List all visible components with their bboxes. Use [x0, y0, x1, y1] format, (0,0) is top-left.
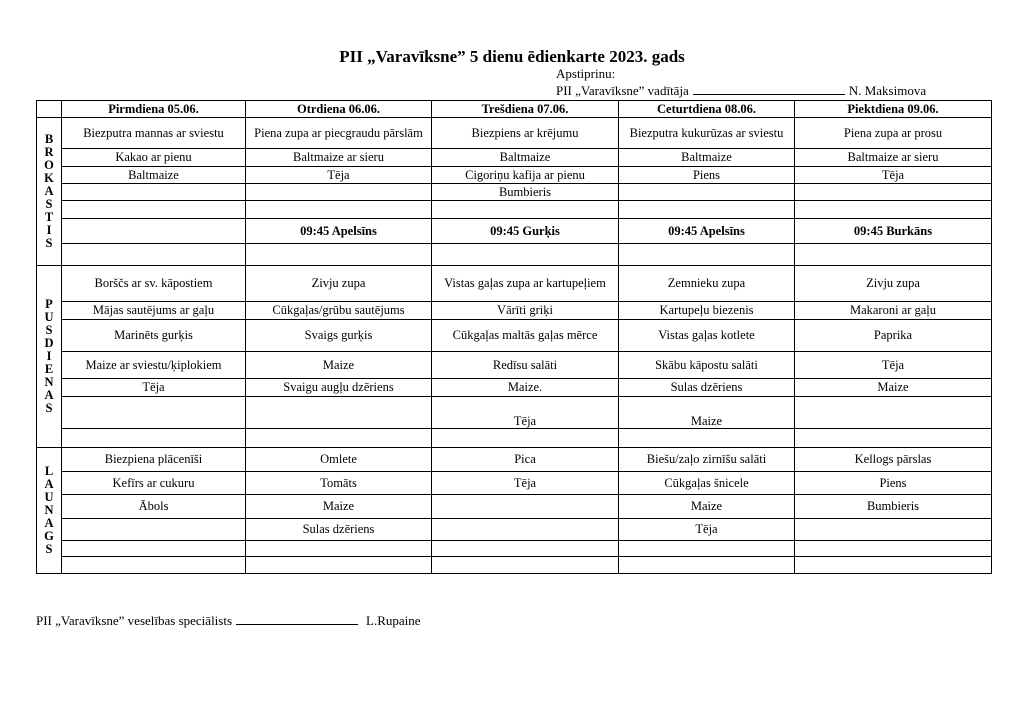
menu-cell: [619, 429, 795, 448]
menu-cell: Mājas sautējums ar gaļu: [62, 302, 246, 320]
section-label-launags: L A U N A G S: [37, 448, 62, 574]
menu-cell: Biezputra kukurūzas ar sviestu: [619, 118, 795, 149]
snack-cell: 09:45 Burkāns: [795, 219, 992, 244]
menu-cell: Kartupeļu biezenis: [619, 302, 795, 320]
menu-cell: [62, 184, 246, 201]
menu-cell: [619, 201, 795, 219]
menu-cell: [62, 397, 246, 429]
menu-cell: [795, 557, 992, 574]
menu-cell: Maize: [795, 379, 992, 397]
menu-cell: Skābu kāpostu salāti: [619, 352, 795, 379]
menu-cell: Kakao ar pienu: [62, 149, 246, 167]
day-header: Piektdiena 09.06.: [795, 101, 992, 118]
menu-cell: Piens: [619, 167, 795, 184]
menu-cell: Svaigu augļu dzēriens: [246, 379, 432, 397]
menu-cell: Piens: [795, 472, 992, 495]
table-row: [37, 429, 992, 448]
table-row: [37, 244, 992, 266]
menu-cell: Vārīti griķi: [432, 302, 619, 320]
menu-cell: Maize: [246, 495, 432, 519]
menu-cell: [432, 201, 619, 219]
snack-cell: 09:45 Apelsīns: [246, 219, 432, 244]
menu-cell: [795, 397, 992, 429]
menu-cell: [619, 184, 795, 201]
menu-cell: [62, 541, 246, 557]
menu-cell: Vistas gaļas zupa ar kartupeļiem: [432, 266, 619, 302]
menu-cell: [795, 184, 992, 201]
table-row: [37, 201, 992, 219]
menu-cell: Cūkgaļas maltās gaļas mērce: [432, 320, 619, 352]
table-row: [37, 379, 992, 397]
table-row: [37, 519, 992, 541]
menu-cell: [432, 541, 619, 557]
menu-cell: [795, 541, 992, 557]
menu-cell: Baltmaize: [432, 149, 619, 167]
menu-cell: [246, 184, 432, 201]
menu-cell: [246, 557, 432, 574]
menu-cell: Zemnieku zupa: [619, 266, 795, 302]
menu-cell: Tomāts: [246, 472, 432, 495]
menu-cell: Paprika: [795, 320, 992, 352]
menu-cell: Baltmaize: [62, 167, 246, 184]
menu-table: [36, 100, 992, 574]
menu-cell: Cūkgaļas šnicele: [619, 472, 795, 495]
menu-cell: Vistas gaļas kotlete: [619, 320, 795, 352]
menu-cell: [432, 519, 619, 541]
menu-cell: [62, 557, 246, 574]
table-row: [37, 219, 992, 244]
footer-signature: [36, 613, 421, 629]
menu-cell: Bumbieris: [795, 495, 992, 519]
menu-cell: Borščs ar sv. kāpostiem: [62, 266, 246, 302]
menu-cell: [62, 201, 246, 219]
signature-blank: [693, 84, 845, 95]
snack-cell: 09:45 Apelsīns: [619, 219, 795, 244]
footer-name: L.Rupaine: [366, 613, 421, 628]
menu-cell: [619, 244, 795, 266]
menu-cell: Maize ar sviestu/ķiplokiem: [62, 352, 246, 379]
menu-cell: Cigoriņu kafija ar pienu: [432, 167, 619, 184]
table-row: [37, 397, 992, 429]
corner-cell: [37, 101, 62, 118]
menu-cell: Tēja: [795, 352, 992, 379]
menu-cell: Kefīrs ar cukuru: [62, 472, 246, 495]
menu-cell: [62, 429, 246, 448]
table-row: [37, 495, 992, 519]
menu-cell: Biezputra mannas ar sviestu: [62, 118, 246, 149]
menu-cell: Sulas dzēriens: [246, 519, 432, 541]
menu-cell: Redīsu salāti: [432, 352, 619, 379]
menu-cell: [246, 429, 432, 448]
menu-cell: Makaroni ar gaļu: [795, 302, 992, 320]
snack-cell: 09:45 Gurķis: [432, 219, 619, 244]
menu-cell: Pica: [432, 448, 619, 472]
menu-cell: Omlete: [246, 448, 432, 472]
menu-cell: [62, 244, 246, 266]
table-row: [37, 149, 992, 167]
table-row: [37, 302, 992, 320]
menu-cell: [246, 201, 432, 219]
table-row: [37, 541, 992, 557]
menu-cell: Svaigs gurķis: [246, 320, 432, 352]
approval-name: N. Maksimova: [848, 83, 927, 98]
approval-role: PII „Varavīksne” vadītāja: [556, 83, 689, 98]
menu-cell: [432, 557, 619, 574]
menu-cell: Maize: [246, 352, 432, 379]
menu-cell: Cūkgaļas/grūbu sautējums: [246, 302, 432, 320]
menu-cell: [795, 201, 992, 219]
approval-label: Apstiprinu:: [556, 66, 616, 81]
menu-cell: Tēja: [619, 519, 795, 541]
menu-cell: Baltmaize ar sieru: [795, 149, 992, 167]
table-row: [37, 266, 992, 302]
header-row: [37, 101, 992, 118]
menu-cell: Tēja: [795, 167, 992, 184]
menu-cell: [432, 244, 619, 266]
signature-blank: [236, 614, 358, 625]
table-row: [37, 184, 992, 201]
section-label-pusdienas: P U S D I E N A S: [37, 266, 62, 448]
footer-role: PII „Varavīksne” veselības speciālists: [36, 613, 233, 628]
section-label-brokastis: B R O K A S T I S: [37, 118, 62, 266]
menu-cell: [795, 429, 992, 448]
menu-cell: Piena zupa ar piecgraudu pārslām: [246, 118, 432, 149]
menu-cell: [432, 495, 619, 519]
menu-cell: [62, 519, 246, 541]
menu-cell: Sulas dzēriens: [619, 379, 795, 397]
table-row: [37, 557, 992, 574]
menu-cell: Bumbieris: [432, 184, 619, 201]
menu-cell: Biezpiens ar krējumu: [432, 118, 619, 149]
menu-cell: [246, 541, 432, 557]
menu-cell: Baltmaize ar sieru: [246, 149, 432, 167]
table-row: [37, 118, 992, 149]
menu-cell: [619, 557, 795, 574]
menu-cell: Baltmaize: [619, 149, 795, 167]
menu-cell: Tēja: [62, 379, 246, 397]
menu-cell: Zivju zupa: [246, 266, 432, 302]
menu-cell: Piena zupa ar prosu: [795, 118, 992, 149]
menu-cell: Tēja: [432, 397, 619, 429]
menu-cell: Tēja: [246, 167, 432, 184]
menu-cell: [432, 429, 619, 448]
table-row: [37, 472, 992, 495]
day-header: Trešdiena 07.06.: [432, 101, 619, 118]
day-header: Otrdiena 06.06.: [246, 101, 432, 118]
menu-cell: Marinēts gurķis: [62, 320, 246, 352]
table-row: [37, 167, 992, 184]
menu-cell: [246, 397, 432, 429]
day-header: Ceturtdiena 08.06.: [619, 101, 795, 118]
menu-cell: Maize: [619, 495, 795, 519]
menu-cell: Ābols: [62, 495, 246, 519]
page-title: PII „Varavīksne” 5 dienu ēdienkarte 2023. gads: [339, 47, 685, 66]
day-header: Pirmdiena 05.06.: [62, 101, 246, 118]
menu-cell: Zivju zupa: [795, 266, 992, 302]
menu-cell: [246, 244, 432, 266]
menu-cell: [619, 541, 795, 557]
table-row: [37, 320, 992, 352]
approval-signature-line: [556, 83, 926, 99]
menu-cell: Biezpiena plācenīši: [62, 448, 246, 472]
menu-cell: Tēja: [432, 472, 619, 495]
menu-cell: [795, 244, 992, 266]
menu-cell: [795, 519, 992, 541]
table-row: [37, 448, 992, 472]
menu-cell: Biešu/zaļo zirnīšu salāti: [619, 448, 795, 472]
menu-cell: [62, 219, 246, 244]
menu-cell: Kellogs pārslas: [795, 448, 992, 472]
menu-cell: Maize.: [432, 379, 619, 397]
menu-cell: Maize: [619, 397, 795, 429]
table-row: [37, 352, 992, 379]
